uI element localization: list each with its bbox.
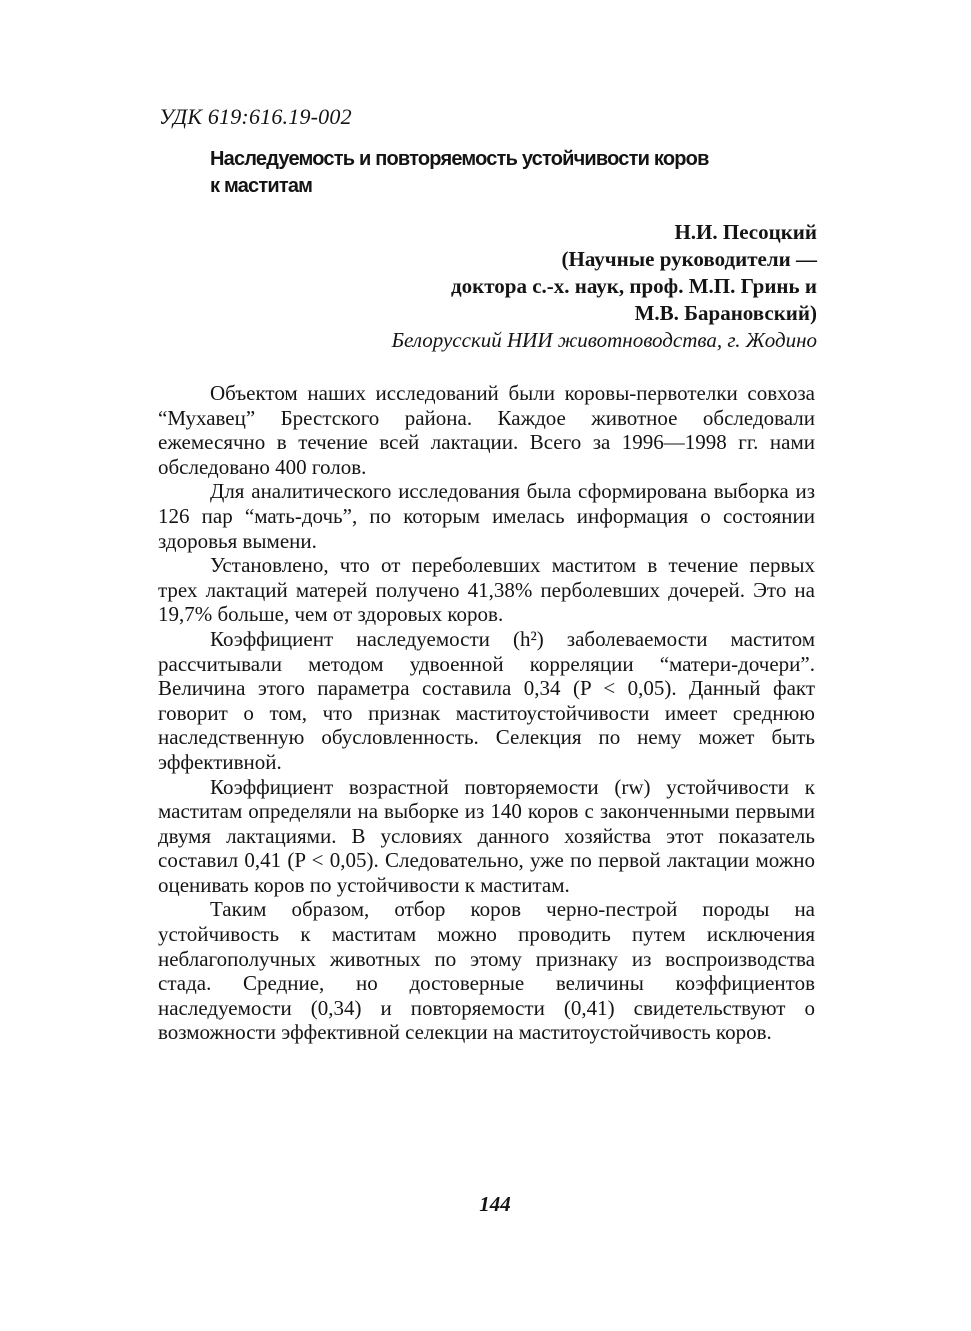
paragraph: Коэффициент возрастной повторяемости (rw) устойчивости к маститам определяли на выборке из 140 коров с законченными первыми двумя лактациями. В условиях данного хозяйства этот показатель составил 0,41 (P < 0,05). Следовательно, уже по первой лактации можно оценивать коров по устойчивости к маститам. <box>158 774 815 897</box>
article-body <box>158 381 815 1045</box>
advisors-line-3: М.В. Барановский) <box>634 301 817 325</box>
article-title <box>210 146 810 200</box>
udk-code: УДК 619:616.19-002 <box>159 104 352 129</box>
advisors-line-2: доктора с.-х. наук, проф. М.П. Гринь и <box>451 274 817 298</box>
paragraph: Коэффициент наследуемости (h²) заболеваемости маститом рассчитывали методом удвоенной корреляции “матери-дочери”. Величина этого параметра составила 0,34 (P < 0,05). Данный факт говорит о том, что признак маститоустойчивости имеет среднюю наследственную обусловленность. Селекция по нему может быть эффективной. <box>158 626 815 774</box>
paragraph: Объектом наших исследований были коровы-первотелки совхоза “Мухавец” Брестского района. Каждое животное обследовали ежемесячно в течение всей лактации. Всего за 1996—1998 гг. нами обследовано 400 голов. <box>158 381 815 479</box>
advisors-line-1: (Научные руководители — <box>561 247 817 271</box>
title-line-2: к маститам <box>210 175 313 197</box>
paragraph: Для аналитического исследования была сформирована выборка из 126 пар “мать-дочь”, по которым имелась информация о состоянии здоровья вымени. <box>158 479 815 553</box>
affiliation: Белорусский НИИ животноводства, г. Жодино <box>391 328 817 352</box>
title-line-1: Наследуемость и повторяемость устойчивости коров <box>210 148 709 170</box>
author-name: Н.И. Песоцкий <box>674 220 817 244</box>
page-number: 144 <box>479 1192 511 1216</box>
paragraph: Таким образом, отбор коров черно-пестрой породы на устойчивость к маститам можно проводить путем исключения неблагополучных животных по этому признаку из воспроизводства стада. Средние, но достоверные величины коэффициентов наследуемости (0,34) и повторяемости (0,41) свидетельствуют о возможности эффективной селекции на маститоустойчивость коров. <box>158 897 815 1045</box>
paragraph: Установлено, что от переболевших маститом в течение первых трех лактаций матерей получено 41,38% перболевших дочерей. Это на 19,7% больше, чем от здоровых коров. <box>158 553 815 627</box>
author-block <box>392 219 817 354</box>
